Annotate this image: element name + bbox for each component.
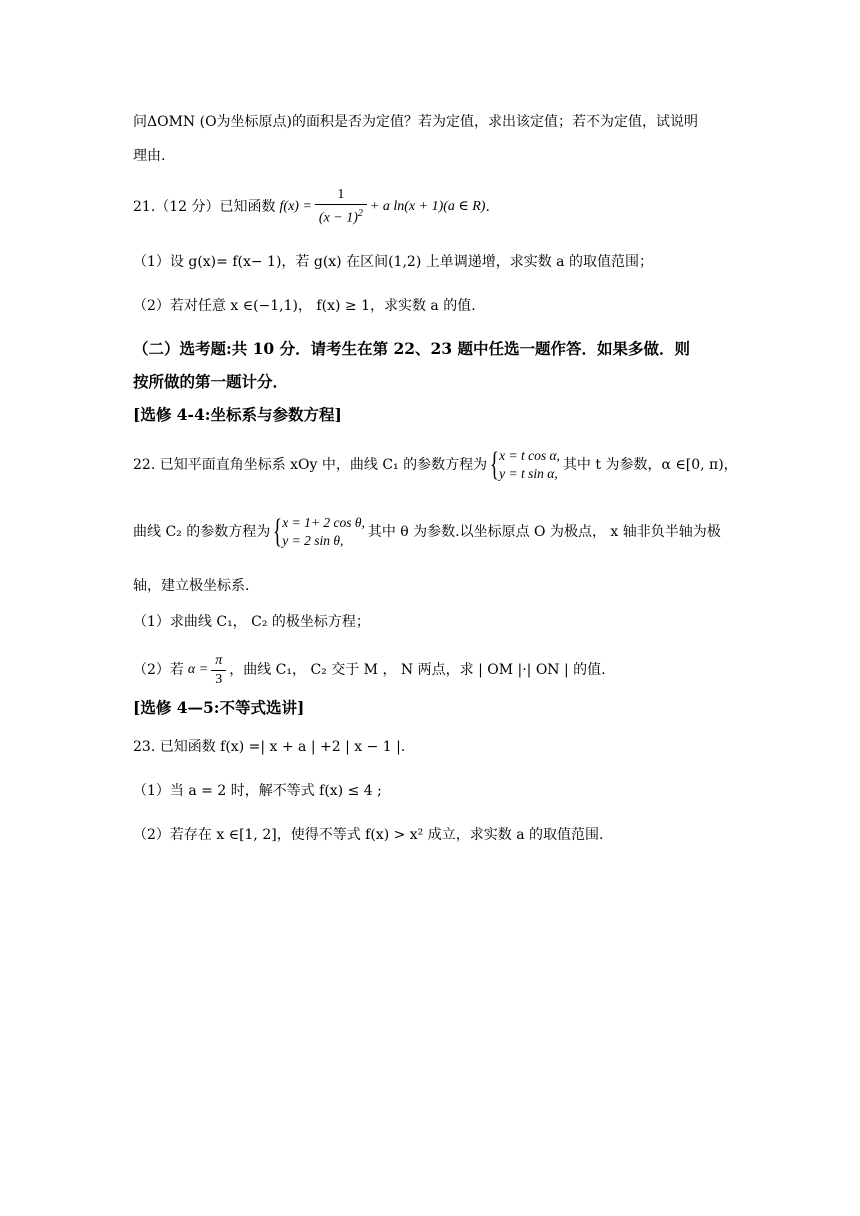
q22-part2-prefix: （2）若 bbox=[133, 662, 184, 678]
q22-c1-suffix: 其中 t 为参数，α ∈[0, π)， bbox=[562, 457, 738, 473]
q21-prefix: 21.（12 分）已知函数 bbox=[133, 199, 276, 215]
q23-part1: （1）当 a = 2 时，解不等式 f(x) ≤ 4 ; bbox=[133, 783, 382, 799]
q22-part1: （1）求曲线 C₁， C₂ 的极坐标方程； bbox=[133, 614, 370, 630]
q23-part2: （2）若存在 x ∈[1, 2]，使得不等式 f(x) > x² 成立，求实数 a 的取值范围. bbox=[133, 827, 604, 843]
q22-c2-prefix: 曲线 C₂ 的参数方程为 bbox=[133, 524, 271, 540]
q22-c2-eq-y: y = 2 sin θ, bbox=[282, 533, 344, 548]
q20-reason-line: 理由. bbox=[133, 148, 166, 164]
q21-tail: + a ln(x + 1)(a ∈ R) bbox=[369, 199, 486, 214]
q22-part2 bbox=[133, 650, 606, 690]
q21-function-name: f(x) = bbox=[279, 199, 312, 214]
q22-alpha-fraction bbox=[211, 652, 226, 689]
q20-continuation-line: 问ΔOMN (O为坐标原点)的面积是否为定值？若为定值，求出该定值；若不为定值，试说明 bbox=[133, 114, 699, 130]
question-22-statement bbox=[133, 443, 738, 487]
section-4-4-heading: [选修 4-4:坐标系与参数方程] bbox=[133, 405, 342, 424]
question-23-statement: 23. 已知函数 f(x) =| x + a | +2 | x − 1 |. bbox=[133, 739, 406, 755]
q22-c1-eq-y: y = t sin α, bbox=[499, 466, 558, 481]
q21-fraction bbox=[315, 186, 367, 228]
q22-part2-suffix: ，曲线 C₁， C₂ 交于 M ， N 两点，求 | OM |·| ON | 的值. bbox=[229, 662, 606, 678]
q22-alpha-numerator: π bbox=[211, 652, 226, 671]
elective-heading-line1: （二）选考题:共 10 分．请考生在第 22、23 题中任选一题作答．如果多做．则 bbox=[133, 339, 691, 358]
q21-part1: （1）设 g(x)= f(x− 1)，若 g(x) 在区间(1,2) 上单调递增，求实数 a 的取值范围； bbox=[133, 254, 653, 270]
q22-alpha-denominator: 3 bbox=[215, 671, 223, 687]
q21-part2: （2）若对任意 x ∈(−1,1)， f(x) ≥ 1，求实数 a 的值. bbox=[133, 298, 476, 314]
q22-prefix: 22. 已知平面直角坐标系 xOy 中，曲线 C₁ 的参数方程为 bbox=[133, 457, 488, 473]
q22-c2-suffix: 其中 θ 为参数.以坐标原点 O 为极点， x 轴非负半轴为极 bbox=[367, 524, 721, 540]
question-21-statement bbox=[133, 185, 490, 229]
q22-c1-parametric-system bbox=[490, 447, 560, 483]
left-brace-icon: { bbox=[273, 513, 283, 550]
section-4-5-heading: [选修 4—5:不等式选讲] bbox=[133, 698, 305, 717]
q22-c2-eq-x: x = 1+ 2 cos θ, bbox=[282, 515, 365, 530]
q21-end: . bbox=[485, 199, 490, 215]
left-brace-icon: { bbox=[490, 446, 500, 483]
q21-fraction-denominator bbox=[315, 205, 367, 228]
q21-fraction-numerator: 1 bbox=[315, 186, 367, 205]
q22-alpha: α = bbox=[187, 662, 209, 677]
q22-polar-setup: 轴，建立极坐标系. bbox=[133, 578, 250, 594]
q22-c2-parametric-system bbox=[273, 514, 365, 550]
question-22-c2-statement bbox=[133, 510, 721, 554]
elective-heading-line2: 按所做的第一题计分． bbox=[133, 372, 289, 391]
q22-c1-eq-x: x = t cos α, bbox=[499, 448, 560, 463]
q21-den-base: (x − 1) bbox=[318, 210, 358, 226]
q21-den-exponent: 2 bbox=[357, 208, 363, 220]
